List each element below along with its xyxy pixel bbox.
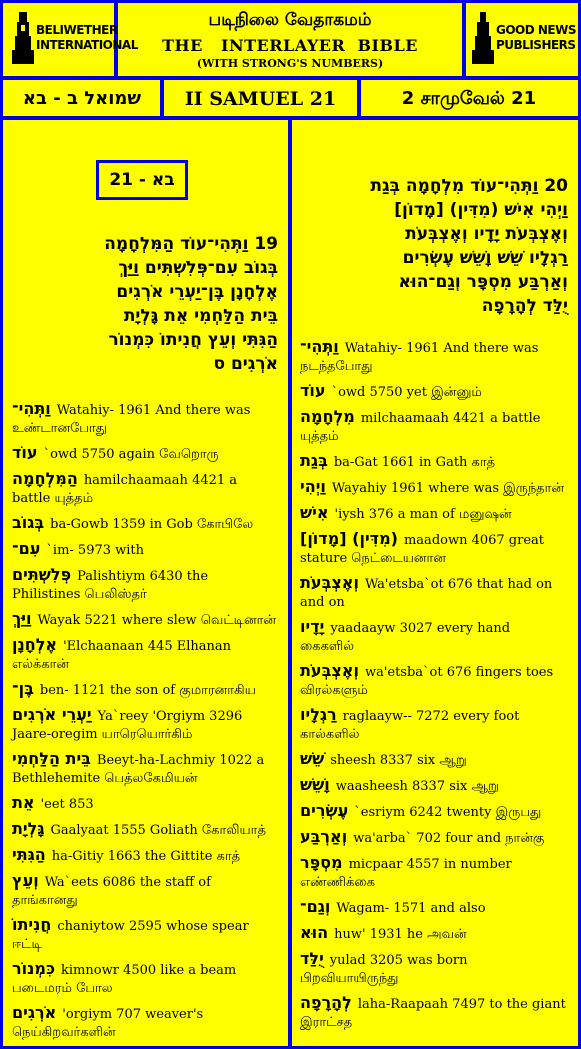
hebrew-word: רַגְלָיו	[300, 705, 337, 724]
hebrew-word: חֲנִיתוֹ	[12, 915, 52, 934]
interlinear-entry	[300, 828, 568, 848]
interlinear-entry	[12, 610, 278, 630]
gloss-text: wa'etsba`ot 676 fingers toes விரல்களும்	[300, 665, 554, 698]
gloss-text: Palishtiym 6430 the Philistines பெலிஸ்தர்	[12, 569, 209, 602]
hebrew-word: יֻלַּד	[300, 949, 324, 968]
gloss-text: Ya`reey 'Orgiym 3296 Jaare-oregim யாரெயொர்கிம்	[12, 709, 243, 742]
hebrew-word: בֶּן־	[12, 679, 34, 698]
hebrew-word: וְעֵץ	[12, 871, 39, 890]
hebrew-word: מִסְפָּר	[300, 853, 343, 872]
right-entries	[300, 338, 568, 1032]
hebrew-word: עוֹד	[300, 381, 326, 400]
gloss-text: Wa'etsba`ot 676 that had on and on	[300, 577, 553, 610]
hebrew-word: הוּא	[300, 923, 329, 942]
interlinear-entry	[12, 540, 278, 560]
gloss-text: `owd 5750 yet இன்னும்	[331, 385, 482, 400]
hebrew-word: עִם־	[12, 539, 41, 558]
interlinear-entry	[12, 960, 278, 998]
hebrew-word: אֵת	[12, 793, 35, 812]
hebrew-word: וַיַּךְ	[12, 609, 32, 628]
left-verse-line: אֶלְחָנָן בֶּן־יַעְרֵי אֹרְגִים	[116, 282, 278, 302]
right-logo-line2: PUBLISHERS	[496, 38, 576, 52]
chapter-box: 21 - בא	[96, 160, 188, 200]
gloss-text: yaadaayw 3027 every hand கைகளில்	[300, 621, 511, 654]
interlinear-entry	[300, 504, 568, 524]
hebrew-word: יָדָיו	[300, 617, 325, 636]
gloss-text: yulad 3205 was born பிறவியாயிருந்து	[300, 953, 468, 986]
right-verse-line: רַגְלָיו שֵׁשׁ וָשֵׁשׁ עֶשְׂרִים	[402, 248, 568, 268]
gloss-text: laha-Raapaah 7497 to the giant இராட்சத	[300, 997, 566, 1030]
hebrew-word: (מִדִּין) [מָדוֹן]	[300, 529, 398, 548]
left-logo-line2: INTERNATIONAL	[36, 38, 138, 52]
right-verse-line: וְאֶצְבְּעֹת יָדָיו וְאֶצְבְּעֹת	[405, 224, 568, 244]
gloss-text: milchaamaah 4421 a battle யுத்தம்	[300, 411, 541, 444]
right-verse-line: יֻלַּד לְהָרָפָה	[481, 296, 568, 316]
gloss-text: ba-Gowb 1359 in Gob கோபிலே	[50, 517, 254, 532]
gloss-text: ben- 1121 the son of குமாரனாகிய	[39, 683, 256, 698]
interlinear-entry	[12, 1004, 278, 1042]
gloss-text: Watahiy- 1961 And there was நடந்தபோது	[300, 341, 539, 374]
hebrew-word: וַתְּהִי־	[12, 399, 51, 418]
bell-tower-icon	[10, 10, 36, 66]
title-tamil: படிநிலை வேதாகமம்	[208, 10, 372, 30]
interlinear-entry	[12, 680, 278, 700]
right-verse-line: וְאַרְבַּע מִסְפָּר וְגַם־הוּא	[398, 272, 568, 292]
interlinear-entry	[12, 794, 278, 814]
interlinear-entry	[300, 338, 568, 376]
title-main: THE INTERLAYER BIBLE	[162, 36, 418, 55]
left-logo-line1: BELIWETHER	[36, 23, 118, 37]
hebrew-word: עוֹד	[12, 443, 38, 462]
hebrew-word: אֶלְחָנָן	[12, 635, 58, 654]
gloss-text: Beeyt-ha-Lachmiy 1022 a Bethlehemite பெத்லகேமியன்	[12, 753, 265, 786]
hebrew-word: בֵּית הַלַּחְמִי	[12, 749, 91, 768]
interlinear-entry	[300, 662, 568, 700]
good-news-logo	[470, 10, 576, 66]
gloss-text: chaniytow 2595 whose spear ஈட்டி	[12, 919, 249, 952]
interlinear-entry	[300, 706, 568, 744]
interlinear-entry	[300, 530, 568, 568]
hebrew-word: אֹרְגִים	[12, 1003, 57, 1022]
interlinear-entry	[300, 478, 568, 498]
interlinear-entry	[300, 452, 568, 472]
hebrew-word: בְּגוֹב	[12, 513, 45, 532]
interlinear-entry	[300, 408, 568, 446]
interlinear-entry	[12, 916, 278, 954]
interlinear-entry	[300, 574, 568, 612]
right-verse-hebrew	[300, 174, 568, 318]
gloss-text: micpaar 4557 in number எண்ணிக்கை	[300, 857, 512, 890]
interlinear-entry	[300, 854, 568, 892]
left-verse-line: בְּגוֹב עִם־פְּלִשְׁתִּים וַיַּךְ	[118, 258, 278, 278]
interlinear-entry	[300, 994, 568, 1032]
header-divider	[0, 76, 581, 80]
hebrew-word: מִלְחָמָה	[300, 407, 355, 426]
interlinear-entry	[300, 950, 568, 988]
left-column	[12, 232, 278, 1048]
interlinear-entry	[12, 846, 278, 866]
right-column	[300, 174, 568, 1038]
hebrew-word: הַמִּלְחָמָה	[12, 469, 78, 488]
ref-tamil: 2 சாமுவேல் 21	[401, 88, 537, 109]
hebrew-word: וַיְהִי	[300, 477, 326, 496]
hebrew-word: יַעְרֵי אֹרְגִים	[12, 705, 92, 724]
gloss-text: `esriym 6242 twenty இருபது	[354, 805, 542, 820]
interlinear-entry	[12, 400, 278, 438]
hebrew-word: וְאֶצְבְּעֹת	[300, 661, 359, 680]
left-verse-line: הַגִּתִּי וְעֵץ חֲנִיתוֹ כִּמְנוֹר	[108, 330, 278, 350]
gloss-text: 'eet 853	[40, 797, 94, 812]
gloss-text: hamilchaamaah 4421 a battle யுத்தம்	[12, 473, 238, 506]
gloss-text: kimnowr 4500 like a beam படைமரம் போல	[12, 963, 237, 996]
gloss-text: 'iysh 376 a man of மனுஷன்	[334, 507, 512, 522]
interlinear-entry	[12, 750, 278, 788]
interlinear-entry	[300, 750, 568, 770]
interlinear-entry	[300, 618, 568, 656]
gloss-text: `owd 5750 again வேறொரு	[43, 447, 219, 462]
hebrew-word: גָּלְיָת	[12, 819, 45, 838]
gloss-text: ba-Gat 1661 in Gath காத்	[333, 455, 496, 470]
hebrew-word: וַתְּהִי־	[300, 337, 339, 356]
interlinear-entry	[300, 382, 568, 402]
gloss-text: waasheesh 8337 six ஆறு	[335, 779, 499, 794]
right-logo-line1: GOOD NEWS	[496, 23, 577, 37]
left-verse-line: אֹרְגִים ס	[213, 354, 278, 374]
gloss-text: wa'arba` 702 four and நான்கு	[353, 831, 545, 846]
hebrew-word: וָשֵׁשׁ	[300, 775, 330, 794]
gloss-text: `im- 5973 with	[46, 543, 145, 558]
hebrew-word: וְגַם־	[300, 897, 331, 916]
gloss-text: sheesh 8337 six ஆறு	[330, 753, 467, 768]
gloss-text: Watahiy- 1961 And there was உண்டானபோது	[12, 403, 251, 436]
right-verse-line: 20 וַתְּהִי־עוֹד מִלְחָמָה בְּגַת	[370, 176, 568, 196]
hebrew-word: עֶשְׂרִים	[300, 801, 349, 820]
interlinear-entry	[12, 820, 278, 840]
gloss-text: 'Elchaanaan 445 Elhanan எல்க்கான்	[12, 639, 232, 672]
interlinear-entry	[12, 514, 278, 534]
ref-hebrew: שמואל ב - בא	[22, 88, 142, 109]
hebrew-word: אִישׁ	[300, 503, 329, 522]
gloss-text: raglaayw-- 7272 every foot கால்களில்	[300, 709, 520, 742]
interlinear-entry	[12, 470, 278, 508]
gloss-text: maadown 4067 great stature நெட்டையனான	[300, 533, 545, 566]
title-subtitle: (WITH STRONG'S NUMBERS)	[196, 57, 384, 70]
gloss-text: ha-Gitiy 1663 the Gittite காத்	[51, 849, 241, 864]
interlinear-entry	[12, 872, 278, 910]
gloss-text: Wayahiy 1961 where was இருந்தான்	[331, 481, 565, 496]
interlinear-entry	[12, 444, 278, 464]
gloss-text: 'orgiym 707 weaver's நெய்கிறவர்களின்	[12, 1007, 204, 1040]
interlinear-entry	[12, 566, 278, 604]
left-verse-hebrew	[12, 232, 278, 376]
interlinear-entry	[300, 776, 568, 796]
hebrew-word: פְּלִשְׁתִּים	[12, 565, 72, 584]
left-verse-line: בֵּית הַלַּחְמִי אֵת גָּלְיָת	[123, 306, 278, 326]
hebrew-word: לְהָרָפָה	[300, 993, 352, 1012]
left-entries	[12, 400, 278, 1042]
ref-english: II SAMUEL 21	[184, 88, 337, 110]
hebrew-word: כִּמְנוֹר	[12, 959, 56, 978]
title-block	[118, 4, 462, 76]
hebrew-word: הַגִּתִּי	[12, 845, 46, 864]
gloss-text: Wagam- 1571 and also	[336, 901, 486, 916]
interlinear-entry	[12, 706, 278, 744]
hebrew-word: וְאֶצְבְּעֹת	[300, 573, 359, 592]
interlinear-entry	[300, 802, 568, 822]
right-verse-line: וַיְהִי אִישׁ (מִדִּין) [מָדוֹן]	[394, 200, 568, 220]
hebrew-word: שֵׁשׁ	[300, 749, 325, 768]
hebrew-word: וְאַרְבַּע	[300, 827, 348, 846]
gloss-text: huw' 1931 he அவன்	[334, 927, 467, 942]
header-sep-right	[462, 0, 466, 77]
left-verse-line: 19 וַתְּהִי־עוֹד הַמִּלְחָמָה	[104, 234, 278, 254]
interlinear-entry	[300, 898, 568, 918]
column-divider	[288, 117, 292, 1049]
gloss-text: Wayak 5221 where slew வெட்டினான்	[37, 613, 277, 628]
hebrew-word: בְּגַת	[300, 451, 328, 470]
interlinear-entry	[300, 924, 568, 944]
gloss-text: Wa`eets 6086 the staff of தாங்கானது	[12, 875, 211, 908]
tower-icon	[470, 10, 496, 66]
gloss-text: Gaalyaat 1555 Goliath கோலியாத்	[50, 823, 266, 838]
interlinear-entry	[12, 636, 278, 674]
